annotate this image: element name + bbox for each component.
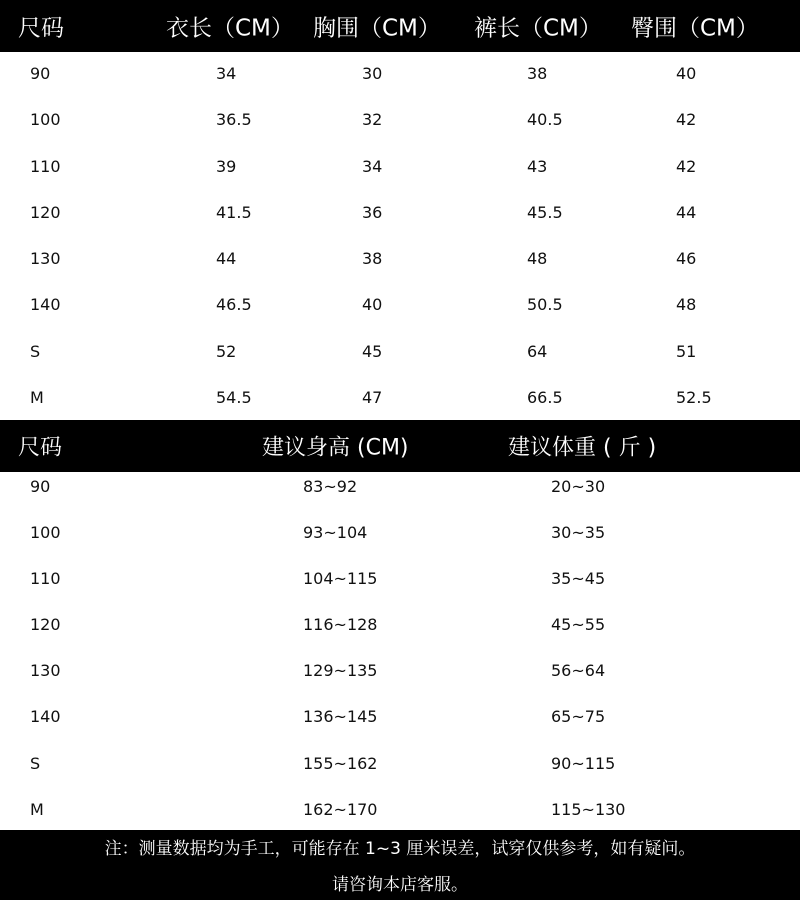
pants-length-cell: 50.5 — [527, 295, 563, 315]
chest-cell: 45 — [362, 341, 383, 361]
size-table-body — [0, 52, 800, 422]
size-cell: 130 — [30, 661, 61, 681]
header-hip: 臀围（CM） — [631, 15, 759, 42]
garment-length-cell: 54.5 — [216, 387, 252, 407]
chest-cell: 36 — [362, 202, 383, 222]
garment-length-cell: 41.5 — [216, 202, 252, 222]
size-cell: 90 — [30, 477, 51, 496]
hip-cell: 40 — [676, 64, 697, 83]
size-cell: S — [30, 753, 41, 773]
pants-length-cell: 66.5 — [527, 387, 563, 407]
size-cell: 110 — [30, 156, 61, 176]
height-cell: 129~135 — [303, 661, 378, 681]
weight-cell: 65~75 — [551, 707, 606, 727]
table-row — [0, 283, 800, 329]
pants-length-cell: 38 — [527, 64, 548, 83]
size-cell: 120 — [30, 202, 61, 222]
table-row — [0, 376, 800, 422]
size-cell: M — [30, 387, 44, 407]
weight-cell: 45~55 — [551, 615, 606, 635]
size-cell: 120 — [30, 615, 61, 635]
note-line-1: 注：测量数据均为手工，可能存在 1~3 厘米误差，试穿仅供参考，如有疑问。 — [104, 839, 696, 859]
size-cell: 100 — [30, 523, 61, 543]
table-row — [0, 237, 800, 283]
pants-length-cell: 40.5 — [527, 110, 563, 130]
garment-length-cell: 39 — [216, 156, 237, 176]
weight-cell: 115~130 — [551, 799, 626, 819]
table-row — [0, 472, 800, 518]
hip-cell: 51 — [676, 341, 697, 361]
recommendation-table-header — [0, 420, 800, 472]
pants-length-cell: 43 — [527, 156, 548, 176]
table-row — [0, 52, 800, 98]
header-garment-length: 衣长（CM） — [166, 15, 294, 42]
garment-length-cell: 34 — [216, 64, 237, 83]
hip-cell: 42 — [676, 110, 697, 130]
pants-length-cell: 45.5 — [527, 202, 563, 222]
weight-cell: 20~30 — [551, 477, 606, 496]
weight-cell: 35~45 — [551, 569, 606, 589]
chest-cell: 34 — [362, 156, 383, 176]
table-row — [0, 702, 800, 748]
size-cell: 110 — [30, 569, 61, 589]
table-row — [0, 518, 800, 564]
table-row — [0, 191, 800, 237]
hip-cell: 46 — [676, 249, 697, 268]
hip-cell: 42 — [676, 156, 697, 176]
height-cell: 136~145 — [303, 707, 378, 727]
chest-cell: 47 — [362, 387, 383, 407]
height-cell: 83~92 — [303, 477, 358, 496]
size-cell: 140 — [30, 707, 61, 727]
hip-cell: 44 — [676, 202, 697, 222]
height-cell: 104~115 — [303, 569, 378, 589]
header-weight: 建议体重 ( 斤 ) — [508, 435, 657, 461]
hip-cell: 48 — [676, 295, 697, 315]
chest-cell: 30 — [362, 64, 383, 83]
height-cell: 93~104 — [303, 523, 368, 543]
header-size-2: 尺码 — [18, 435, 63, 461]
size-cell: M — [30, 799, 44, 819]
height-cell: 116~128 — [303, 615, 378, 635]
chest-cell: 38 — [362, 249, 383, 268]
garment-length-cell: 52 — [216, 341, 237, 361]
size-cell: 130 — [30, 249, 61, 268]
header-chest: 胸围（CM） — [313, 15, 441, 42]
chest-cell: 32 — [362, 110, 383, 130]
weight-cell: 90~115 — [551, 753, 616, 773]
garment-length-cell: 44 — [216, 249, 237, 268]
table-row — [0, 564, 800, 610]
weight-cell: 56~64 — [551, 661, 606, 681]
header-pants-length: 裤长（CM） — [474, 15, 602, 42]
pants-length-cell: 64 — [527, 341, 548, 361]
weight-cell: 30~35 — [551, 523, 606, 543]
size-cell: 140 — [30, 295, 61, 315]
garment-length-cell: 36.5 — [216, 110, 252, 130]
size-cell: 90 — [30, 64, 51, 83]
table-row — [0, 610, 800, 656]
table-row — [0, 145, 800, 191]
garment-length-cell: 46.5 — [216, 295, 252, 315]
table-row — [0, 98, 800, 144]
size-table-header — [0, 0, 800, 52]
height-cell: 155~162 — [303, 753, 378, 773]
size-cell: 100 — [30, 110, 61, 130]
table-row — [0, 749, 800, 795]
header-height: 建议身高 (CM) — [262, 435, 409, 461]
recommendation-table-body — [0, 472, 800, 841]
height-cell: 162~170 — [303, 799, 378, 819]
header-size: 尺码 — [18, 15, 64, 42]
size-cell: S — [30, 341, 41, 361]
chest-cell: 40 — [362, 295, 383, 315]
note-line-2: 请咨询本店客服。 — [332, 875, 468, 895]
table-row — [0, 330, 800, 376]
hip-cell: 52.5 — [676, 387, 712, 407]
pants-length-cell: 48 — [527, 249, 548, 268]
disclaimer-note — [0, 830, 800, 900]
table-row — [0, 656, 800, 702]
